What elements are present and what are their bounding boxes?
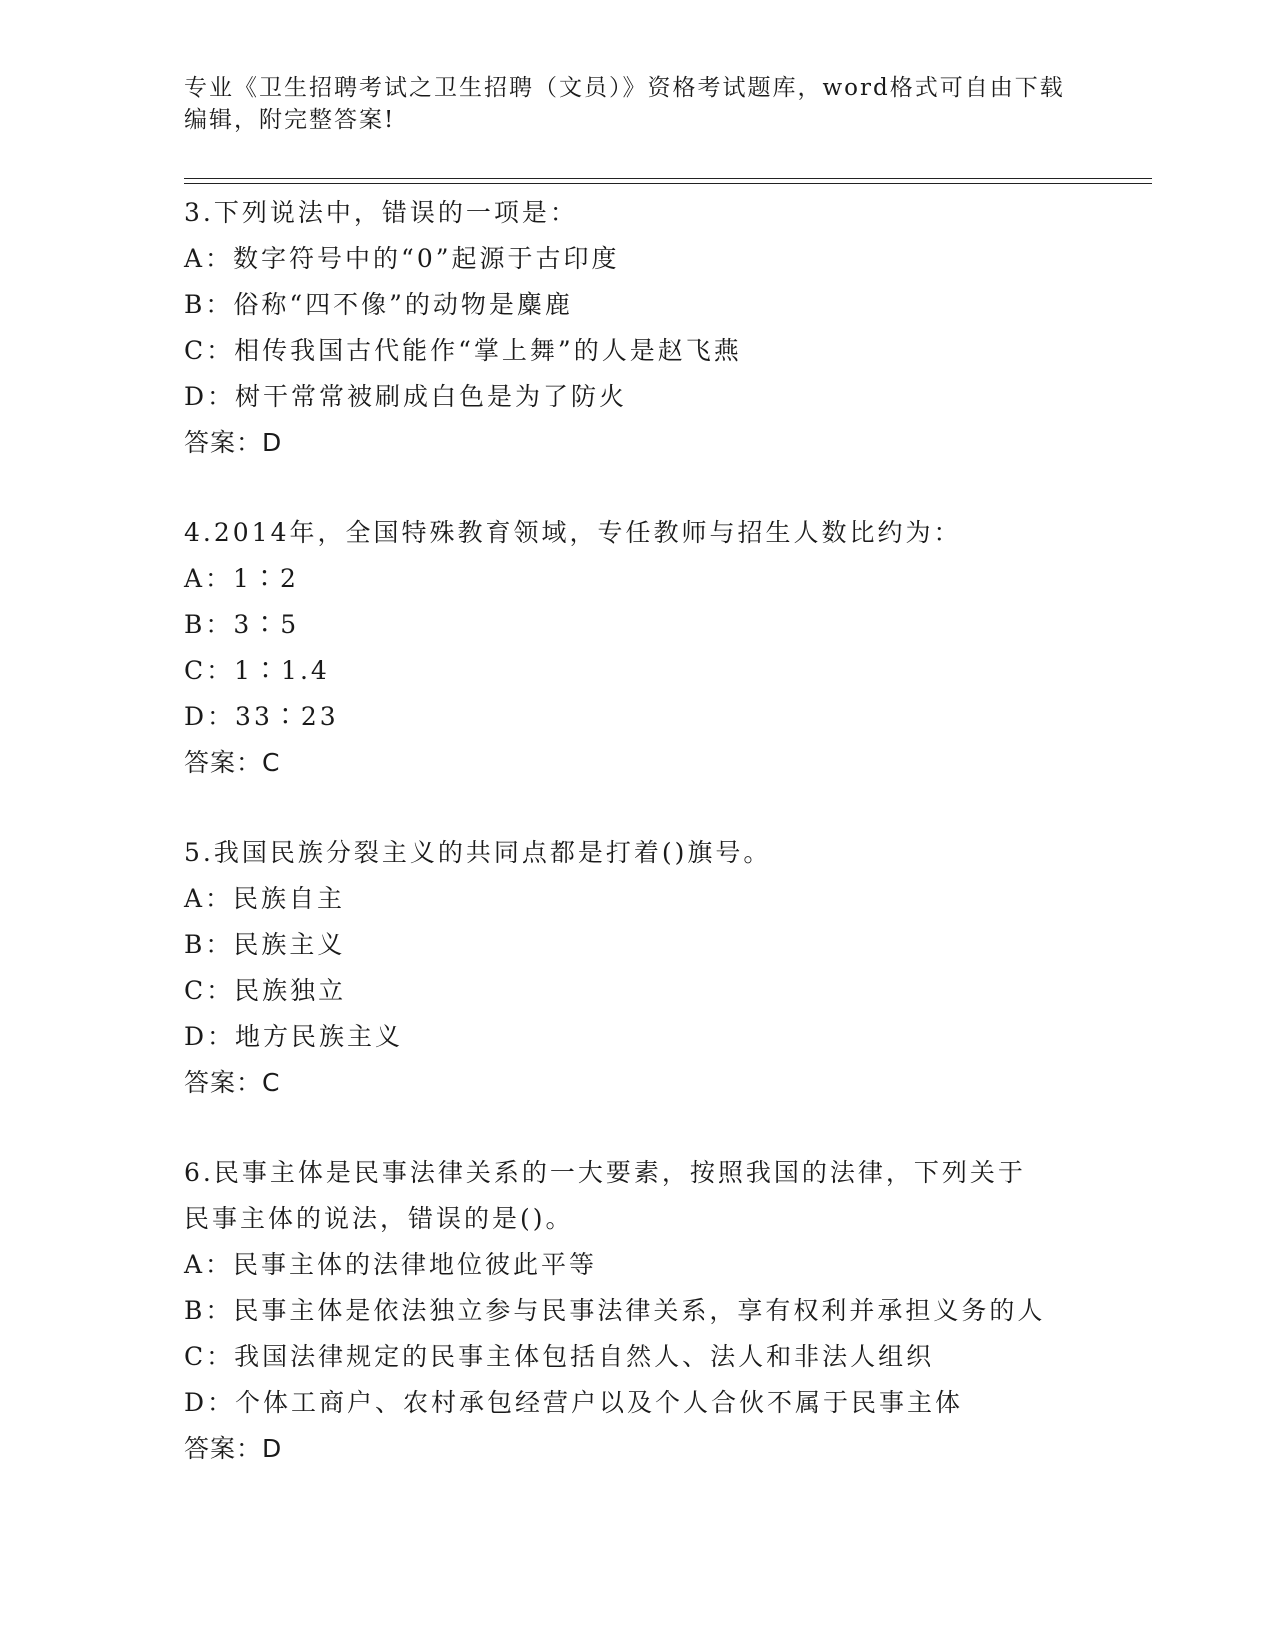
question-block [184, 190, 1104, 466]
header-divider-top [184, 178, 1152, 179]
option-c: C：民族独立 [184, 976, 347, 1005]
question-block [184, 1150, 1104, 1472]
header-line-1: 专业《卫生招聘考试之卫生招聘（文员）》资格考试题库，word格式可自由下载 [184, 75, 1065, 101]
header-line-2: 编辑，附完整答案! [184, 107, 396, 133]
answer-label: 答案：C [184, 1068, 281, 1097]
option-c: C：我国法律规定的民事主体包括自然人、法人和非法人组织 [184, 1342, 935, 1371]
question-stem: 5.我国民族分裂主义的共同点都是打着()旗号。 [184, 838, 772, 867]
option-a: A：民事主体的法律地位彼此平等 [184, 1250, 598, 1279]
option-a: A：民族自主 [184, 884, 346, 913]
question-stem-line-1: 6.民事主体是民事法律关系的一大要素，按照我国的法律，下列关于 [184, 1158, 1026, 1187]
option-b: B：3∶5 [184, 610, 300, 639]
document-header [184, 72, 1084, 136]
option-c: C：相传我国古代能作“掌上舞”的人是赵飞燕 [184, 336, 742, 365]
question-stem-line-2: 民事主体的说法，错误的是()。 [184, 1204, 574, 1233]
option-a: A：1∶2 [184, 564, 299, 593]
option-c: C：1∶1.4 [184, 656, 330, 685]
option-d: D：树干常常被刷成白色是为了防火 [184, 382, 628, 411]
answer-label: 答案：D [184, 1434, 283, 1463]
question-block [184, 830, 1104, 1106]
question-block [184, 510, 1104, 786]
option-a: A：数字符号中的“0”起源于古印度 [184, 244, 620, 273]
answer-label: 答案：C [184, 748, 281, 777]
option-b: B：俗称“四不像”的动物是麋鹿 [184, 290, 573, 319]
option-d: D：个体工商户、农村承包经营户以及个人合伙不属于民事主体 [184, 1388, 964, 1417]
question-stem: 3.下列说法中，错误的一项是： [184, 198, 578, 227]
question-stem: 4.2014年，全国特殊教育领域，专任教师与招生人数比约为： [184, 518, 962, 547]
header-divider-bottom [184, 183, 1152, 184]
answer-label: 答案：D [184, 428, 283, 457]
option-b: B：民事主体是依法独立参与民事法律关系，享有权利并承担义务的人 [184, 1296, 1046, 1325]
option-d: D：33∶23 [184, 702, 339, 731]
option-d: D：地方民族主义 [184, 1022, 404, 1051]
option-b: B：民族主义 [184, 930, 346, 959]
